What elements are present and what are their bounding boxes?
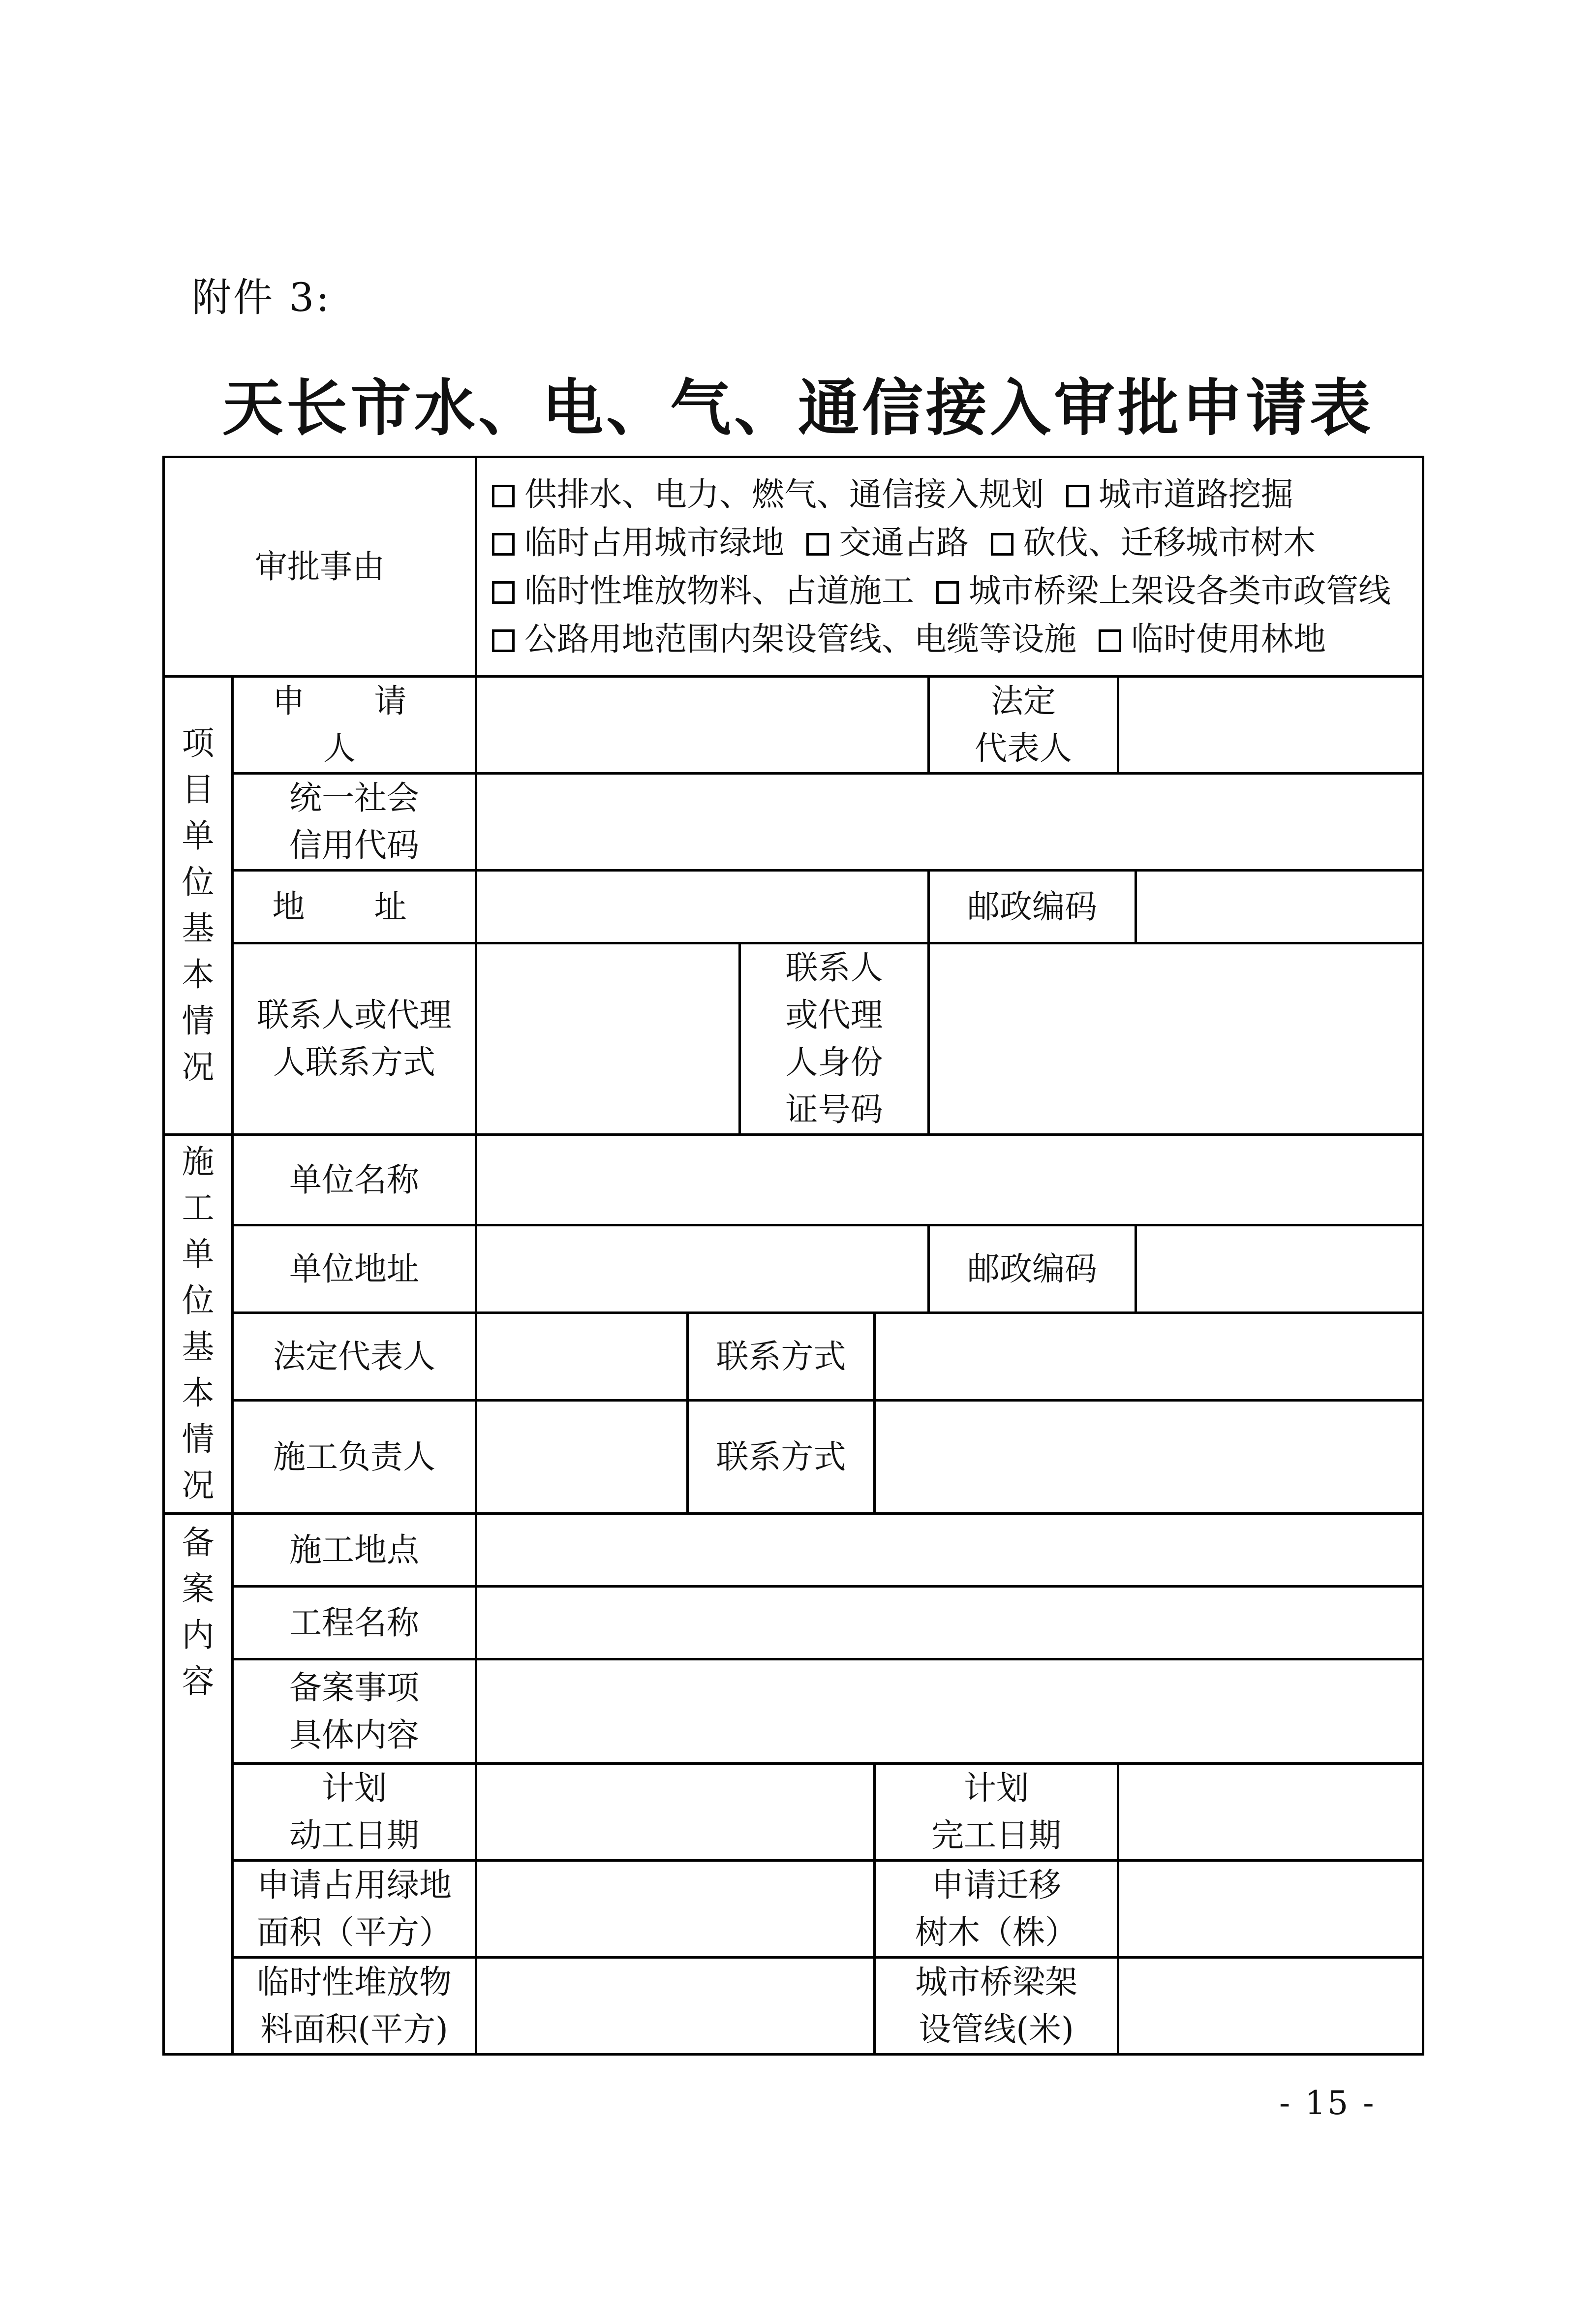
start-date-field[interactable] <box>476 1764 875 1861</box>
attachment-label: 附件 3: <box>192 275 332 320</box>
unit-address-field[interactable] <box>476 1225 929 1313</box>
details-label: 备案事项 具体内容 <box>233 1659 476 1764</box>
unit-name-label: 单位名称 <box>233 1135 476 1225</box>
form-title: 天长市水、电、气、通信接入审批申请表 <box>222 373 1374 444</box>
page-number-dash: - <box>1363 2084 1376 2122</box>
green-area-label: 申请占用绿地 面积（平方） <box>233 1861 476 1958</box>
address-label: 地 址 <box>233 871 476 943</box>
unit-address-label: 单位地址 <box>233 1225 476 1313</box>
site-field[interactable] <box>476 1514 1423 1587</box>
approval-option: 公路用地范围内架设管线、电缆等设施 <box>524 620 1076 658</box>
contact-method-label-1: 联系方式 <box>688 1313 875 1401</box>
approval-option: 砍伐、迁移城市树木 <box>1023 523 1316 562</box>
unit-name-field[interactable] <box>476 1135 1423 1225</box>
legal-rep-label: 法定 代表人 <box>929 677 1118 774</box>
postcode-field[interactable] <box>1136 871 1423 943</box>
construction-postcode-field[interactable] <box>1136 1225 1423 1313</box>
trees-label: 申请迁移 树木（株） <box>875 1861 1118 1958</box>
approval-option-line <box>492 519 1415 567</box>
approval-option: 临时性堆放物料、占道施工 <box>524 571 914 610</box>
approval-options <box>476 457 1423 677</box>
applicant-field[interactable] <box>476 677 929 774</box>
contact-method-label-2: 联系方式 <box>688 1401 875 1514</box>
end-date-field[interactable] <box>1118 1764 1423 1861</box>
checkbox-icon[interactable] <box>806 533 829 556</box>
construction-unit-section-label: 施工单位基本情况 <box>164 1135 233 1514</box>
construction-legal-rep-field[interactable] <box>476 1313 688 1401</box>
filing-section-label: 备案内容 <box>164 1514 233 2055</box>
address-field[interactable] <box>476 871 929 943</box>
approval-option: 城市道路挖掘 <box>1098 475 1293 513</box>
site-manager-field[interactable] <box>476 1401 688 1514</box>
stack-area-field[interactable] <box>476 1958 875 2055</box>
contact-field[interactable] <box>476 943 740 1135</box>
site-manager-label: 施工负责人 <box>233 1401 476 1514</box>
project-name-field[interactable] <box>476 1587 1423 1659</box>
contact-label: 联系人或代理 人联系方式 <box>233 943 476 1135</box>
page-number <box>1279 2084 1376 2122</box>
application-form-table <box>162 456 1424 2056</box>
project-unit-section-label: 项目单位基本情况 <box>164 677 233 1135</box>
approval-option: 临时使用林地 <box>1131 620 1326 658</box>
end-date-label: 计划 完工日期 <box>875 1764 1118 1861</box>
applicant-label: 申 请 人 <box>233 677 476 774</box>
postcode-label: 邮政编码 <box>929 871 1136 943</box>
checkbox-icon[interactable] <box>492 581 515 604</box>
approval-reason-label: 审批事由 <box>164 457 476 677</box>
approval-option: 临时占用城市绿地 <box>524 523 784 562</box>
contact-id-label: 联系人 或代理 人身份 证号码 <box>740 943 929 1135</box>
trees-field[interactable] <box>1118 1861 1423 1958</box>
bridge-pipe-label: 城市桥梁架 设管线(米) <box>875 1958 1118 2055</box>
construction-postcode-label: 邮政编码 <box>929 1225 1136 1313</box>
green-area-field[interactable] <box>476 1861 875 1958</box>
site-label: 施工地点 <box>233 1514 476 1587</box>
approval-option-line <box>492 567 1415 615</box>
contact-method-field-1[interactable] <box>875 1313 1423 1401</box>
legal-rep-field[interactable] <box>1118 677 1423 774</box>
checkbox-icon[interactable] <box>1099 629 1121 652</box>
approval-option-line <box>492 470 1415 519</box>
bridge-pipe-field[interactable] <box>1118 1958 1423 2055</box>
construction-legal-rep-label: 法定代表人 <box>233 1313 476 1401</box>
approval-option: 城市桥梁上架设各类市政管线 <box>968 571 1391 610</box>
checkbox-icon[interactable] <box>991 533 1013 556</box>
credit-code-field[interactable] <box>476 774 1423 871</box>
checkbox-icon[interactable] <box>492 629 515 652</box>
contact-method-field-2[interactable] <box>875 1401 1423 1514</box>
start-date-label: 计划 动工日期 <box>233 1764 476 1861</box>
checkbox-icon[interactable] <box>1066 485 1089 507</box>
checkbox-icon[interactable] <box>492 533 515 556</box>
approval-option: 供排水、电力、燃气、通信接入规划 <box>524 475 1044 513</box>
page-number-dash: - <box>1279 2084 1292 2122</box>
checkbox-icon[interactable] <box>936 581 959 604</box>
checkbox-icon[interactable] <box>492 485 515 507</box>
contact-id-field[interactable] <box>929 943 1423 1135</box>
approval-option: 交通占路 <box>838 523 969 562</box>
page-number-value: 15 <box>1305 2084 1350 2122</box>
details-field[interactable] <box>476 1659 1423 1764</box>
stack-area-label: 临时性堆放物 料面积(平方) <box>233 1958 476 2055</box>
approval-option-line <box>492 615 1415 663</box>
credit-code-label: 统一社会 信用代码 <box>233 774 476 871</box>
project-name-label: 工程名称 <box>233 1587 476 1659</box>
